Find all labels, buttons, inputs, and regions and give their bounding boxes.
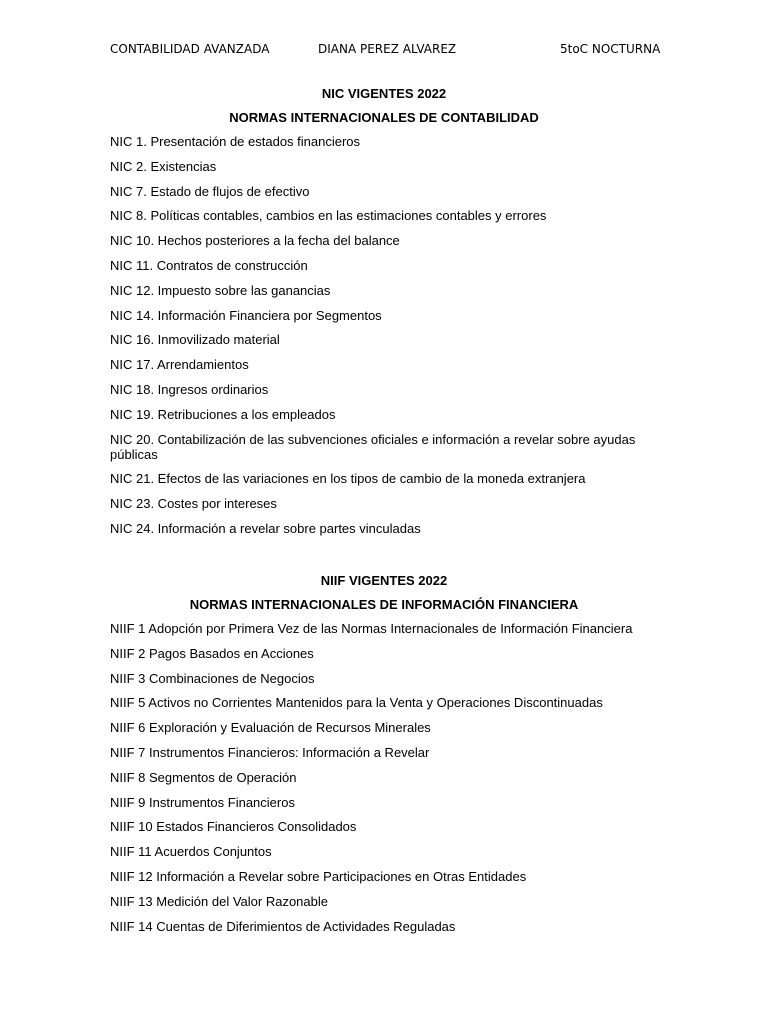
nic-item: NIC 12. Impuesto sobre las ganancias — [110, 282, 331, 298]
header-course: CONTABILIDAD AVANZADA — [110, 42, 270, 56]
nic-item: NIC 7. Estado de flujos de efectivo — [110, 183, 310, 199]
niif-item: NIIF 9 Instrumentos Financieros — [110, 794, 295, 810]
page-header — [110, 42, 670, 60]
niif-subtitle: NORMAS INTERNACIONALES DE INFORMACIÓN FINANCIERA — [189, 597, 579, 612]
niif-item: NIIF 6 Exploración y Evaluación de Recursos Minerales — [110, 720, 431, 736]
nic-item: NIC 19. Retribuciones a los empleados — [110, 406, 336, 422]
niif-item: NIIF 7 Instrumentos Financieros: Información a Revelar — [110, 744, 430, 760]
nic-subtitle: NORMAS INTERNACIONALES DE CONTABILIDAD — [229, 110, 539, 125]
header-student: DIANA PEREZ ALVAREZ — [318, 42, 457, 56]
niif-item: NIIF 12 Información a Revelar sobre Participaciones en Otras Entidades — [110, 868, 527, 884]
niif-item: NIIF 3 Combinaciones de Negocios — [110, 670, 315, 686]
niif-item: NIIF 11 Acuerdos Conjuntos — [110, 844, 272, 860]
niif-item: NIIF 5 Activos no Corrientes Mantenidos para la Venta y Operaciones Discontinuadas — [110, 695, 603, 711]
niif-item: NIIF 13 Medición del Valor Razonable — [110, 893, 328, 909]
nic-item: NIC 2. Existencias — [110, 158, 217, 174]
niif-item: NIIF 10 Estados Financieros Consolidados — [110, 819, 357, 835]
nic-item: NIC 11. Contratos de construcción — [110, 257, 308, 273]
nic-item: NIC 14. Información Financiera por Segmentos — [110, 307, 382, 323]
niif-item: NIIF 2 Pagos Basados en Acciones — [110, 645, 314, 661]
niif-list — [110, 621, 658, 934]
nic-title: NIC VIGENTES 2022 — [321, 86, 447, 101]
nic-item: NIC 8. Políticas contables, cambios en las estimaciones contables y errores — [110, 208, 547, 224]
niif-section — [110, 573, 658, 943]
nic-list — [110, 134, 658, 536]
nic-item: NIC 16. Inmovilizado material — [110, 332, 280, 348]
niif-item: NIIF 14 Cuentas de Diferimientos de Actividades Reguladas — [110, 918, 456, 934]
nic-item: NIC 17. Arrendamientos — [110, 357, 249, 373]
nic-item: NIC 21. Efectos de las variaciones en los tipos de cambio de la moneda extranjera — [110, 471, 586, 487]
nic-section — [110, 86, 658, 546]
niif-title: NIIF VIGENTES 2022 — [320, 573, 448, 588]
nic-item: NIC 23. Costes por intereses — [110, 496, 277, 512]
niif-item: NIIF 1 Adopción por Primera Vez de las Normas Internacionales de Información Financiera — [110, 621, 633, 636]
niif-item: NIIF 8 Segmentos de Operación — [110, 769, 297, 785]
nic-item: NIC 1. Presentación de estados financieros — [110, 134, 361, 149]
header-group: 5toC NOCTURNA — [560, 42, 661, 56]
nic-item: NIC 24. Información a revelar sobre partes vinculadas — [110, 520, 421, 536]
nic-item: NIC 20. Contabilización de las subvenciones oficiales e información a revelar sobre ayudas públicas — [110, 431, 636, 462]
nic-item: NIC 10. Hechos posteriores a la fecha del balance — [110, 233, 400, 249]
nic-item: NIC 18. Ingresos ordinarios — [110, 381, 269, 397]
